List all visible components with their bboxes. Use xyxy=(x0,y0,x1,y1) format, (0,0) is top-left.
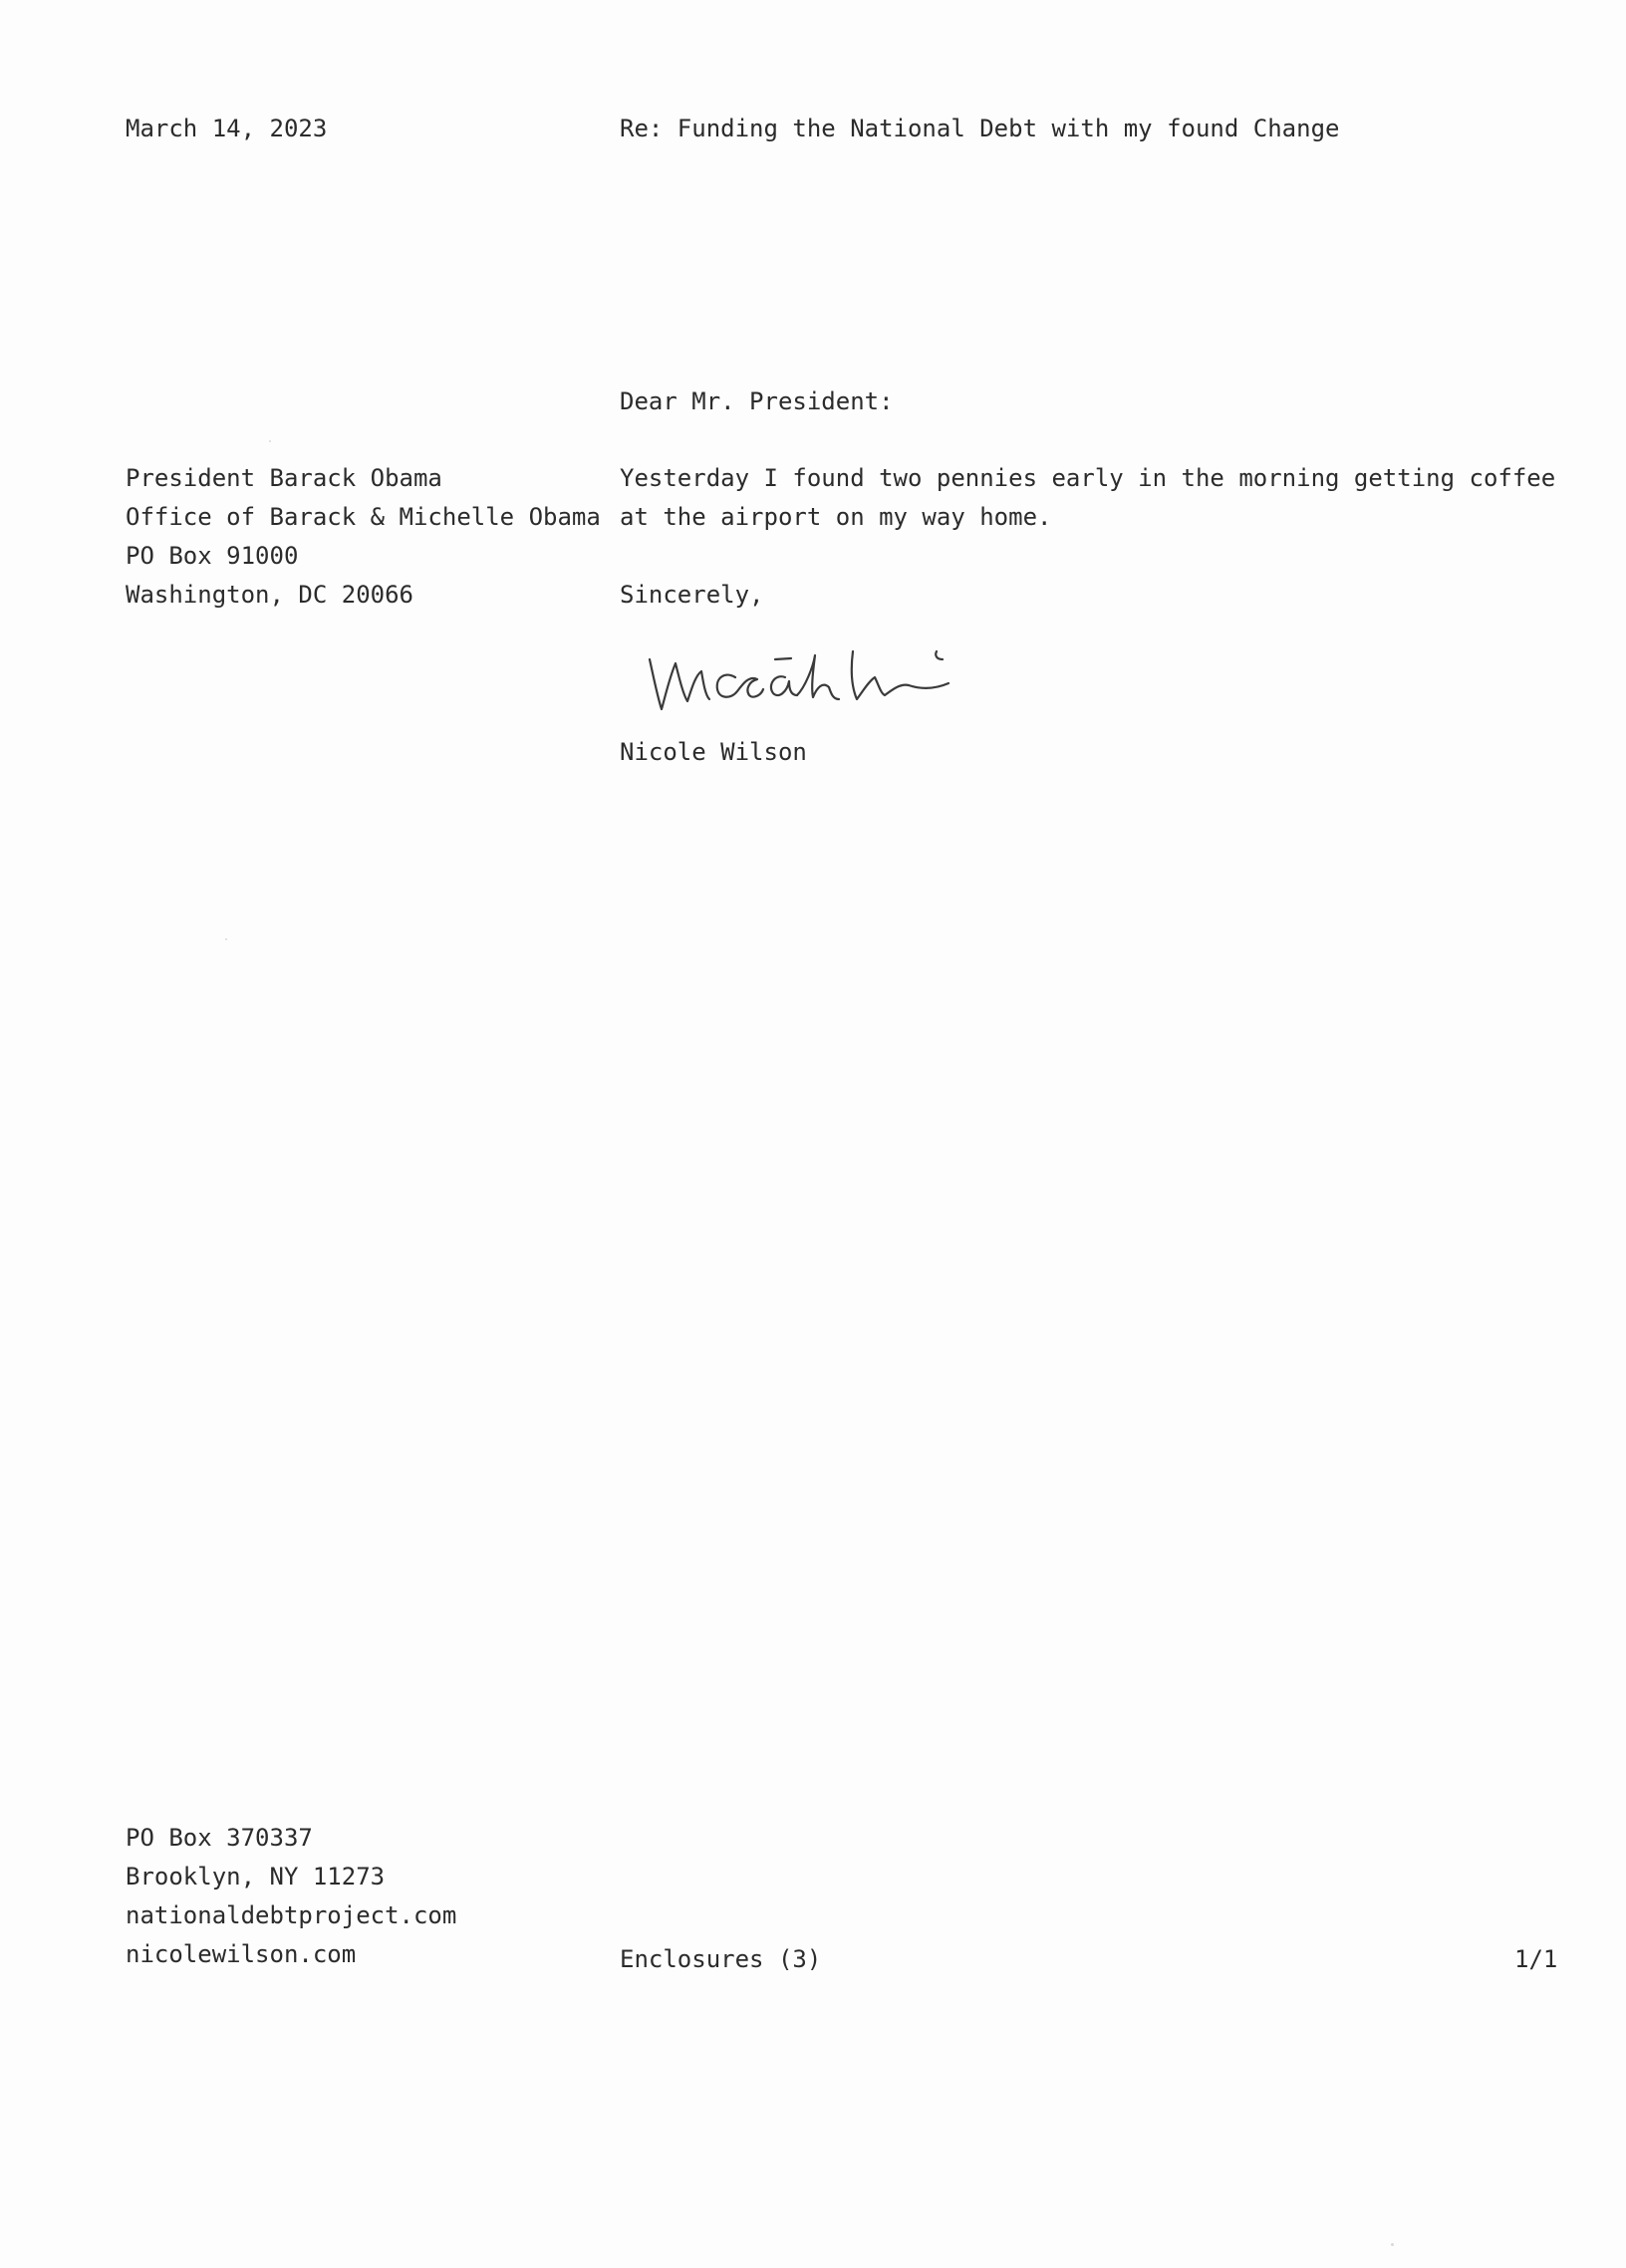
letter-subject xyxy=(620,110,1339,148)
letter-body xyxy=(620,459,1555,537)
date-text: March 14, 2023 xyxy=(126,115,328,142)
subject-text: Re: Funding the National Debt with my found Change xyxy=(620,115,1340,142)
scan-speck xyxy=(225,938,227,940)
sender-line: nationaldebtproject.com xyxy=(126,1901,457,1929)
salutation-text: Dear Mr. President: xyxy=(620,387,894,415)
body-line: Yesterday I found two pennies early in the morning getting coffee xyxy=(620,464,1556,492)
closing-text: Sincerely, xyxy=(620,581,764,609)
recipient-line: Washington, DC 20066 xyxy=(126,581,413,609)
salutation xyxy=(620,382,894,421)
body-line: at the airport on my way home. xyxy=(620,503,1052,531)
sender-line: nicolewilson.com xyxy=(126,1940,357,1968)
recipient-address xyxy=(126,459,601,615)
signer-text: Nicole Wilson xyxy=(620,738,807,766)
sender-address xyxy=(126,1819,456,1974)
recipient-line: PO Box 91000 xyxy=(126,542,299,570)
sender-line: Brooklyn, NY 11273 xyxy=(126,1863,386,1890)
recipient-line: President Barack Obama xyxy=(126,464,442,492)
page-number xyxy=(1514,1940,1557,1979)
handwritten-signature xyxy=(646,637,984,727)
sender-line: PO Box 370337 xyxy=(126,1824,313,1852)
letter-date xyxy=(126,110,327,148)
enclosures-note xyxy=(620,1940,821,1979)
closing xyxy=(620,576,764,615)
signature-image xyxy=(646,637,984,727)
scan-speck xyxy=(1391,2243,1394,2246)
page-number-text: 1/1 xyxy=(1514,1945,1558,1973)
signer-name xyxy=(620,733,807,772)
enclosures-text: Enclosures (3) xyxy=(620,1945,822,1973)
recipient-line: Office of Barack & Michelle Obama xyxy=(126,503,601,531)
scan-speck xyxy=(269,440,271,442)
